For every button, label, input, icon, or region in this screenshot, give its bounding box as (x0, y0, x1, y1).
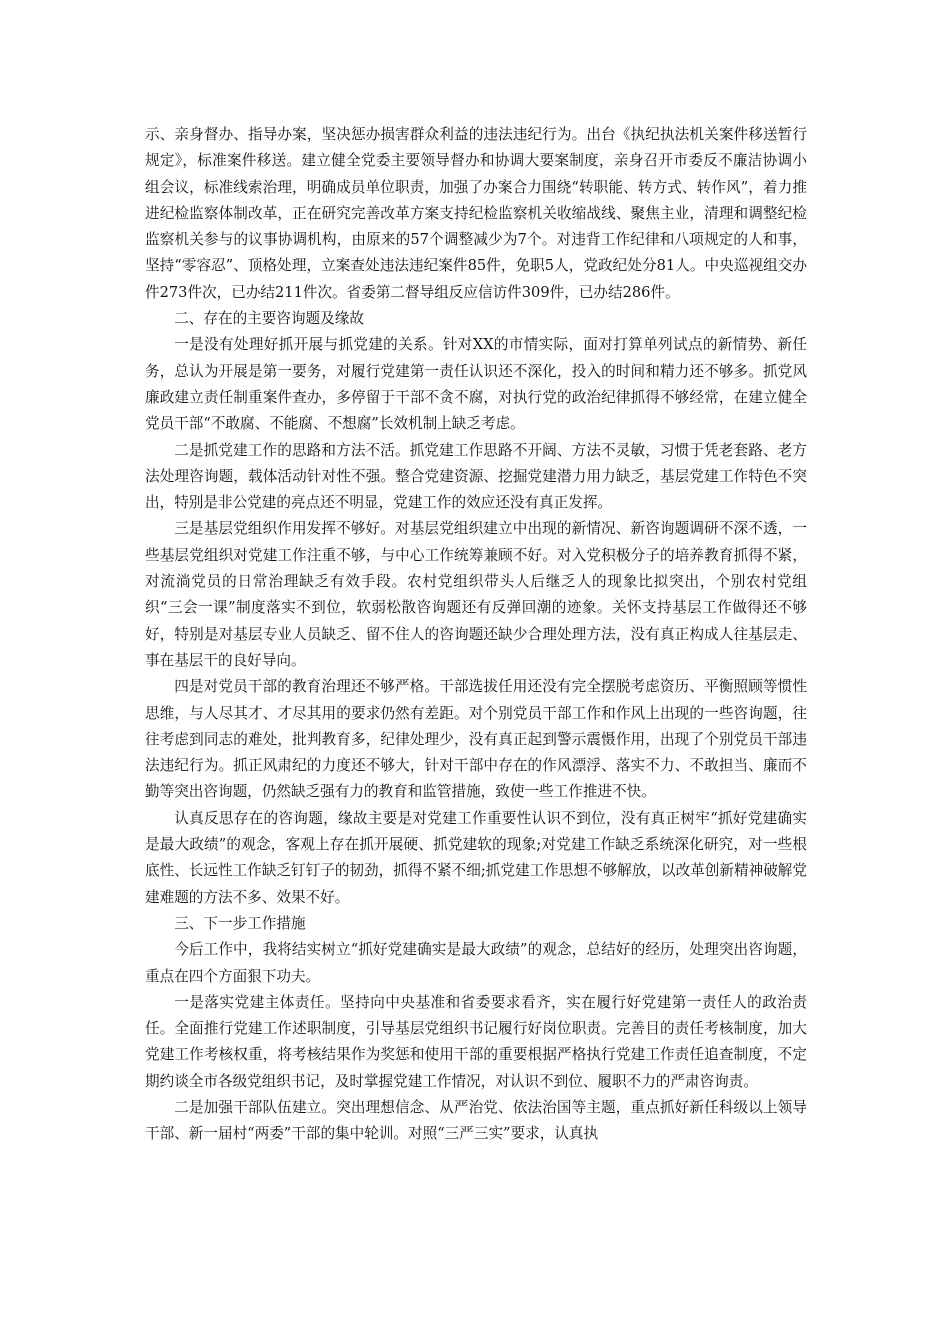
paragraph-problem-3: 三是基层党组织作用发挥不够好。对基层党组织建立中出现的新情况、新咨询题调研不深不透，一些基层党组织对党建工作注重不够，与中心工作统筹兼顾不好。对入党积极分子的培养教育抓得不紧，对流淌党员的日常治理缺乏有效手段。农村党组织带头人后继乏人的现象比拟突出，个别农村党组织“三会一课”制度落实不到位，软弱松散咨询题还有反弹回潮的迹象。关怀支持基层工作做得还不够好，特别是对基层专业人员缺乏、留不住人的咨询题还缺少合理处理方法，没有真正构成人往基层走、事在基层干的良好导向。 (145, 520, 807, 669)
paragraph-reflection: 认真反思存在的咨询题，缘故主要是对党建工作重要性认识不到位，没有真正树牢“抓好党建确实是最大政绩”的观念，客观上存在抓开展硬、抓党建软的现象;对党建工作缺乏系统深化研究，对一些根底性、长远性工作缺乏钉钉子的韧劲，抓得不紧不细;抓党建工作思想不够解放，以改革创新精神破解党建难题的方法不多、效果不好。 (145, 809, 807, 906)
paragraph-problem-4: 四是对党员干部的教育治理还不够严格。干部选拔任用还没有完全摆脱考虑资历、平衡照顾等惯性思维，与人尽其才、才尽其用的要求仍然有差距。对个别党员干部工作和作风上出现的一些咨询题，往往考虑到同志的难处，批判教育多，纪律处理少，没有真正起到警示震慑作用，出现了个别党员干部违法违纪行为。抓正风肃纪的力度还不够大，针对干部中存在的作风漂浮、落实不力、不敢担当、廉而不勤等突出咨询题，仍然缺乏强有力的教育和监管措施，致使一些工作推进不快。 (145, 678, 807, 801)
paragraph-continued: 示、亲身督办、指导办案，坚决惩办损害群众利益的违法违纪行为。出台《执纪执法机关案件移送暂行规定》，标准案件移送。建立健全党委主要领导督办和协调大要案制度，亲身召开市委反不廉洁协调小组会议，标准线索治理，明确成员单位职责，加强了办案合力围绕“转职能、转方式、转作风”，着力推进纪检监察体制改革，正在研究完善改革方案支持纪检监察机关收缩战线、聚焦主业，清理和调整纪检监察机关参与的议事协调机构，由原来的57个调整减少为7个。对违背工作纪律和八项规定的人和事，坚持“零容忍”、顶格处理，立案查处违法违纪案件85件，免职5人，党政纪处分81人。中央巡视组交办件273件次，已办结211件次。省委第二督导组反应信访件309件，已办结286件。 (145, 126, 807, 301)
paragraph-problem-2: 二是抓党建工作的思路和方法不活。抓党建工作思路不开阔、方法不灵敏，习惯于凭老套路、老方法处理咨询题，载体活动针对性不强。整合党建资源、挖掘党建潜力用力缺乏，基层党建工作特色不突出，特别是非公党建的亮点还不明显，党建工作的效应还没有真正发挥。 (145, 441, 807, 512)
paragraph-problem-1: 一是没有处理好抓开展与抓党建的关系。针对XX的市情实际，面对打算单列试点的新情势、新任务，总认为开展是第一要务，对履行党建第一责任认识还不深化，投入的时间和精力还不够多。抓党风廉政建立责任制重案件查办，多停留于干部不贪不腐，对执行党的政治纪律抓得不够经常，在建立健全党员干部“不敢腐、不能腐、不想腐”长效机制上缺乏考虑。 (145, 336, 807, 433)
document-body (145, 122, 807, 1148)
paragraph-measure-2: 二是加强干部队伍建立。突出理想信念、从严治党、依法治国等主题，重点抓好新任科级以上领导干部、新一届村“两委”干部的集中轮训。对照“三严三实”要求，认真执 (145, 1098, 807, 1143)
paragraph-next-steps-intro: 今后工作中，我将结实树立“抓好党建确实是最大政绩”的观念，总结好的经历，处理突出咨询题，重点在四个方面狠下功夫。 (145, 941, 807, 985)
section-heading-next-steps: 三、下一步工作措施 (174, 914, 306, 932)
paragraph-measure-1: 一是落实党建主体责任。坚持向中央基准和省委要求看齐，实在履行好党建第一责任人的政治责任。全面推行党建工作述职制度，引导基层党组织书记履行好岗位职责。完善目的责任考核制度，加大党建工作考核权重，将考核结果作为奖惩和使用干部的重要根据严格执行党建工作责任追查制度，不定期约谈全市各级党组织书记，及时掌握党建工作情况，对认识不到位、履职不力的严肃咨询责。 (145, 993, 807, 1090)
section-heading-problems: 二、存在的主要咨询题及缘故 (174, 310, 364, 328)
